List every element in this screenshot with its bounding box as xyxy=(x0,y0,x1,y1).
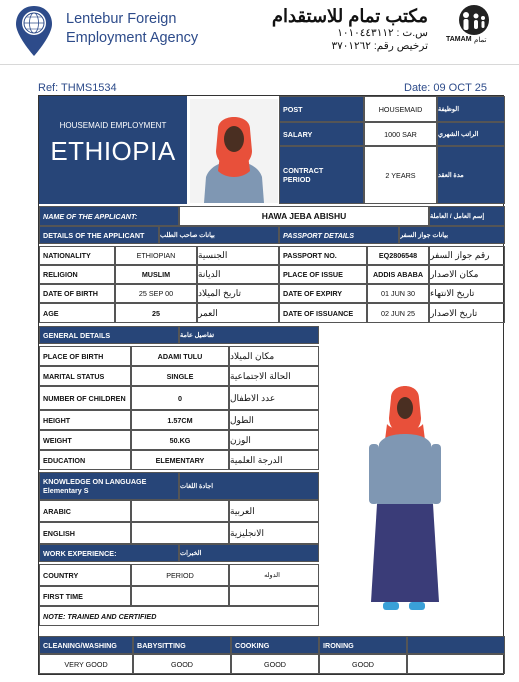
arabic-language-arabic: العربية xyxy=(229,500,319,522)
date-of-birth-arabic: تاريخ الميلاد xyxy=(197,284,279,303)
reference-number: Ref: THMS1534 xyxy=(38,82,117,94)
height-label: HEIGHT xyxy=(39,410,131,430)
skill-header-empty xyxy=(407,636,505,654)
religion-value: MUSLIM xyxy=(115,265,197,284)
english-language-label: ENGLISH xyxy=(39,522,131,544)
applicant-details-header: DETAILS OF THE APPLICANT xyxy=(39,226,159,244)
skill-value-empty xyxy=(407,654,505,674)
agency-arabic-cr: س.ت : ١٠١٠٤٤٣١١٢ xyxy=(337,27,428,39)
place-of-issue-arabic: مكان الاصدار xyxy=(429,265,505,284)
country-column-arabic: الدوله xyxy=(229,564,319,586)
family-logo-icon xyxy=(438,4,510,36)
job-title-block xyxy=(39,96,187,204)
tamam-logo-arabic: تمام xyxy=(474,37,487,44)
age-value: 25 xyxy=(115,303,197,323)
nationality-arabic: الجنسية xyxy=(197,246,279,265)
language-arabic: اجادة اللغات xyxy=(179,472,319,500)
tamam-logo-text: TAMAM xyxy=(446,36,472,43)
date-of-issuance-value: 02 JUN 25 xyxy=(367,303,429,323)
nationality-value: ETHIOPIAN xyxy=(115,246,197,265)
agency-arabic-block xyxy=(248,6,428,53)
nationality-label: NATIONALITY xyxy=(39,246,115,265)
applicant-details-arabic: بيانات صاحب الطلب xyxy=(159,226,279,244)
marital-status-value: SINGLE xyxy=(131,366,229,386)
salary-label: SALARY xyxy=(279,122,364,146)
weight-arabic: الوزن xyxy=(229,430,319,450)
date-of-birth-value: 25 SEP 00 xyxy=(115,284,197,303)
skill-header-cleaning: CLEANING/WASHING xyxy=(39,636,133,654)
age-arabic: العمر xyxy=(197,303,279,323)
skill-value-cooking: GOOD xyxy=(231,654,319,674)
applicant-full-body-photo xyxy=(357,376,452,626)
date-of-expiry-value: 01 JUN 30 xyxy=(367,284,429,303)
place-of-birth-value: ADAMI TULU xyxy=(131,346,229,366)
english-language-arabic: الانجليزية xyxy=(229,522,319,544)
arabic-language-label: ARABIC xyxy=(39,500,131,522)
language-header xyxy=(39,472,179,500)
date-of-issuance-arabic: تاريخ الاصدار xyxy=(429,303,505,323)
education-label: EDUCATION xyxy=(39,450,131,470)
location-pin-logo-icon xyxy=(14,4,54,58)
skill-value-cleaning: VERY GOOD xyxy=(39,654,133,674)
passport-no-value: EQ2806548 xyxy=(367,246,429,265)
place-of-issue-value: ADDIS ABABA xyxy=(367,265,429,284)
language-level: Elementary S xyxy=(43,486,89,495)
religion-arabic: الديانة xyxy=(197,265,279,284)
age-label: AGE xyxy=(39,303,115,323)
work-experience-arabic: الخبرات xyxy=(179,544,319,562)
height-value: 1.57CM xyxy=(131,410,229,430)
education-arabic: الدرجة العلمية xyxy=(229,450,319,470)
general-details-arabic: تفاصيل عامة xyxy=(179,326,319,344)
contract-period-value: 2 YEARS xyxy=(364,146,437,204)
work-experience-header: WORK EXPERIENCE: xyxy=(39,544,179,562)
date-of-expiry-label: DATE OF EXPIRY xyxy=(279,284,367,303)
weight-label: WEIGHT xyxy=(39,430,131,450)
skill-value-babysitting: GOOD xyxy=(133,654,231,674)
salary-arabic: الراتب الشهري xyxy=(437,122,505,146)
skill-header-babysitting: BABYSITTING xyxy=(133,636,231,654)
arabic-language-value xyxy=(131,500,229,522)
number-of-children-value: 0 xyxy=(131,386,229,410)
contract-period-label: CONTRACT PERIOD xyxy=(279,146,364,204)
height-arabic: الطول xyxy=(229,410,319,430)
date-of-birth-label: DATE OF BIRTH xyxy=(39,284,115,303)
post-value: HOUSEMAID xyxy=(364,96,437,122)
agency-arabic-license: ترخيص رقم: ٣٧٠١٢٦٢ xyxy=(331,40,428,52)
applicant-name-value: HAWA JEBA ABISHU xyxy=(179,206,429,226)
weight-value: 50.KG xyxy=(131,430,229,450)
agency-arabic-title: مكتب تمام للاستقدام xyxy=(271,6,428,26)
skill-value-ironing: GOOD xyxy=(319,654,407,674)
application-form xyxy=(38,95,504,675)
contract-period-arabic: مدة العقد xyxy=(437,146,505,204)
education-value: ELEMENTARY xyxy=(131,450,229,470)
skill-header-ironing: IRONING xyxy=(319,636,407,654)
header-divider xyxy=(0,64,519,65)
passport-no-label: PASSPORT NO. xyxy=(279,246,367,265)
number-of-children-label: NUMBER OF CHILDREN xyxy=(39,386,131,410)
applicant-portrait-photo xyxy=(190,99,278,203)
date-of-issuance-label: DATE OF ISSUANCE xyxy=(279,303,367,323)
passport-no-arabic: رقم جواز السفر xyxy=(429,246,505,265)
number-of-children-arabic: عدد الاطفال xyxy=(229,386,319,410)
post-arabic: الوظيفة xyxy=(437,96,505,122)
date-of-expiry-arabic: تاريخ الانتهاء xyxy=(429,284,505,303)
document-date: Date: 09 OCT 25 xyxy=(404,82,487,94)
agency-name-line1: Lentebur Foreign xyxy=(66,11,177,27)
first-time-period xyxy=(131,586,229,606)
applicant-name-label: NAME OF THE APPLICANT: xyxy=(39,206,179,226)
agency-name xyxy=(66,10,198,48)
salary-value: 1000 SAR xyxy=(364,122,437,146)
religion-label: RELIGION xyxy=(39,265,115,284)
period-column-header: PERIOD xyxy=(131,564,229,586)
marital-status-label: MARITAL STATUS xyxy=(39,366,131,386)
applicant-name-arabic: إسم العامل / العاملة xyxy=(429,206,505,226)
passport-details-header: PASSPORT DETAILS xyxy=(279,226,399,244)
english-language-value xyxy=(131,522,229,544)
employment-type: HOUSEMAID EMPLOYMENT xyxy=(59,121,167,130)
first-time-extra xyxy=(229,586,319,606)
place-of-birth-label: PLACE OF BIRTH xyxy=(39,346,131,366)
training-note: NOTE: TRAINED AND CERTIFIED xyxy=(39,606,319,626)
tamam-logo xyxy=(438,4,510,54)
passport-details-arabic: بيانات جواز السفر xyxy=(399,226,505,244)
country-column-header: COUNTRY xyxy=(39,564,131,586)
language-header-label: KNOWLEDGE ON LANGUAGE xyxy=(43,477,147,486)
general-details-header: GENERAL DETAILS xyxy=(39,326,179,344)
letterhead xyxy=(0,0,519,66)
marital-status-arabic: الحالة الاجتماعية xyxy=(229,366,319,386)
place-of-birth-arabic: مكان الميلاد xyxy=(229,346,319,366)
skill-header-cooking: COOKING xyxy=(231,636,319,654)
place-of-issue-label: PLACE OF ISSUE xyxy=(279,265,367,284)
country-title: ETHIOPIA xyxy=(50,136,176,166)
first-time-value: FIRST TIME xyxy=(39,586,131,606)
agency-name-line2: Employment Agency xyxy=(66,30,199,46)
post-label: POST xyxy=(279,96,364,122)
